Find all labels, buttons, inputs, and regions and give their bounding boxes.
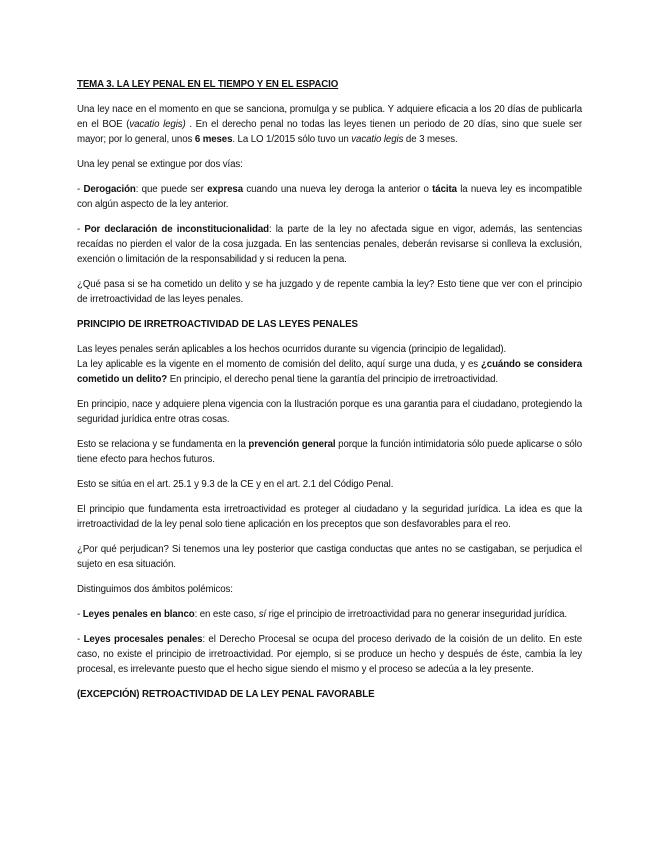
paragraph-perjuicio: ¿Por qué perjudican? Si tenemos una ley posterior que castiga conductas que antes no se castigaban, se perjudica el sujeto en esa situación. xyxy=(77,544,582,570)
paragraph-pregunta-cambio-ley: ¿Qué pasa si se ha cometido un delito y se ha juzgado y de repente cambia la ley? Esto tiene que ver con el principio de irretroactividad de las leyes penales. xyxy=(77,279,582,305)
paragraph-legalidad: Las leyes penales serán aplicables a los hechos ocurridos durante su vigencia (principio de legalidad). La ley aplicable es la vigente en el momento de comisión del delito, aquí surge una duda, y es ¿cuándo se considera cometido un delito? En principio, el derecho penal tiene la garantía del principio de irretroactividad. xyxy=(77,344,582,385)
paragraph-fundamento: El principio que fundamenta esta irretroactividad es proteger al ciudadano y la seguridad jurídica. La idea es que la irretroactividad de la ley penal solo tiene aplicación en los preceptos que son desfavorables para el reo. xyxy=(77,504,582,530)
paragraph-articulos: Esto se sitúa en el art. 25.1 y 9.3 de la CE y en el art. 2.1 del Código Penal. xyxy=(77,479,394,490)
heading-irretroactividad: PRINCIPIO DE IRRETROACTIVIDAD DE LAS LEYES PENALES xyxy=(77,319,358,330)
paragraph-vigencia: Una ley nace en el momento en que se sanciona, promulga y se publica. Y adquiere eficacia a los 20 días de publicarla en el BOE (vacatio legis) . En el derecho penal no todas las leyes tienen un periodo de 20 días, sino que suele ser mayor; por lo general, unos 6 meses. La LO 1/2015 sólo tuvo un vacatio legis de 3 meses. xyxy=(77,104,582,145)
heading-retroactividad-favorable: (EXCEPCIÓN) RETROACTIVIDAD DE LA LEY PENAL FAVORABLE xyxy=(77,689,375,700)
paragraph-ambitos: Distinguimos dos ámbitos polémicos: xyxy=(77,584,233,595)
document-body xyxy=(77,77,582,712)
paragraph-inconstitucionalidad: - Por declaración de inconstitucionalidad: la parte de la ley no afectada sigue en vigor, además, las sentencias recaídas no pierden el valor de la cosa juzgada. En las sentencias penales, deberán revisarse si conlleva la exclusión, exención o limitación de la responsabilidad y si reducen la pena. xyxy=(77,224,582,265)
paragraph-prevencion-general: Esto se relaciona y se fundamenta en la prevención general porque la función intimidatoria sólo puede aplicarse o sólo tiene efecto para hechos futuros. xyxy=(77,439,582,465)
paragraph-leyes-en-blanco: - Leyes penales en blanco: en este caso, sí rige el principio de irretroactividad para no generar inseguridad jurídica. xyxy=(77,609,567,620)
paragraph-leyes-procesales: - Leyes procesales penales: el Derecho Procesal se ocupa del proceso derivado de la coisión de un delito. En este caso, no existe el principio de irretroactividad. Por ejemplo, si se produce un hecho y después de éste, cambia la ley procesal, es irrelevante puesto que el hecho sigue siendo el mismo y el proceso se adecúa a la ley presente. xyxy=(77,634,582,675)
paragraph-derogacion: - Derogación: que puede ser expresa cuando una nueva ley deroga la anterior o tácita la nueva ley es incompatible con algún aspecto de la ley anterior. xyxy=(77,184,583,210)
paragraph-extincion: Una ley penal se extingue por dos vías: xyxy=(77,159,243,170)
paragraph-ilustracion: En principio, nace y adquiere plena vigencia con la Ilustración porque es una garantia para el ciudadano, protegiendo la seguridad jurídica entre otras cosas. xyxy=(77,399,582,425)
document-title: TEMA 3. LA LEY PENAL EN EL TIEMPO Y EN EL ESPACIO xyxy=(77,79,339,90)
